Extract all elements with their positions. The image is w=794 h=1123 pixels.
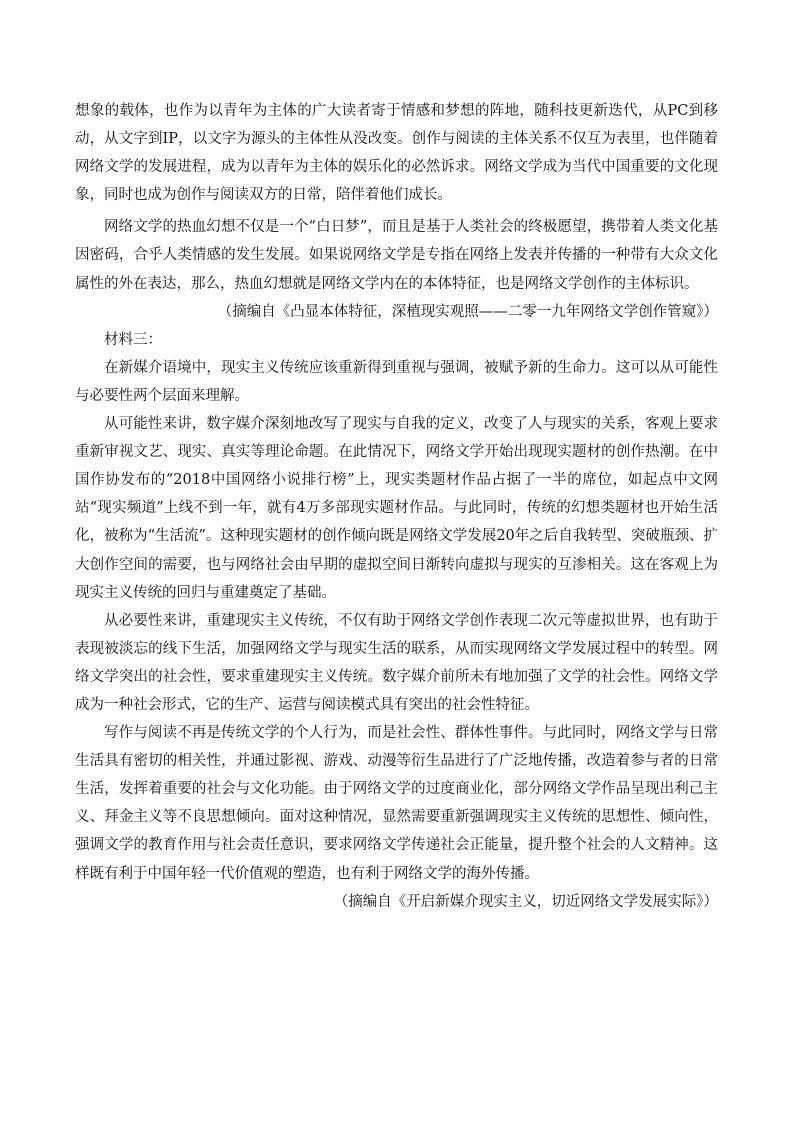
material-3-label: 材料三： — [104, 331, 162, 348]
source-citation-1: （摘编自《凸显本体特征，深植现实观照——二零一九年网络文学创作管窥》） — [217, 303, 718, 320]
source-citation-2: （摘编自《开启新媒介现实主义，切近网络文学发展实际》） — [333, 893, 718, 910]
paragraph-1: 想象的载体，也作为以青年为主体的广大读者寄于情感和梦想的阵地，随科技更新迭代，从PC到移动，从文字到IP，以文字为源头的主体性从没改变。创作与阅读的主体关系不仅互为表里，也伴随着网络文学的发展进程，成为以青年为主体的娱乐化的必然诉求。网络文学成为当代中国重要的文化现象，同时也成为创作与阅读双方的日常，陪伴着他们成长。 — [75, 103, 718, 204]
paragraph-4: 从可能性来讲，数字媒介深刻地改写了现实与自我的定义，改变了人与现实的关系，客观上要求重新审视文艺、现实、真实等理论命题。在此情况下，网络文学开始出现现实题材的创作热潮。在中国作协发布的“2018中国网络小说排行榜”上，现实类题材作品占据了一半的席位，如起点中文网站“现实频道”上线不到一年，就有4万多部现实题材作品。与此同时，传统的幻想类题材也开始生活化，被称为“生活流”。这种现实题材的创作倾向既是网络文学发展20年之后自我转型、突破瓶颈、扩大创作空间的需要，也与网络社会由早期的虚拟空间日渐转向虚拟与现实的互渗相关。这在客观上为现实主义传统的回归与重建奠定了基础。 — [75, 416, 718, 601]
document-page — [75, 97, 718, 916]
paragraph-2: 网络文学的热血幻想不仅是一个“白日梦”，而且是基于人类社会的终极愿望，携带着人类文化基因密码，合乎人类情感的发生发展。如果说网络文学是专指在网络上发表并传播的一种带有大众文化属性的外在表达，那么，热血幻想就是网络文学内在的本体特征，也是网络文学创作的主体标识。 — [75, 219, 718, 292]
paragraph-3: 在新媒介语境中，现实主义传统应该重新得到重视与强调，被赋予新的生命力。这可以从可能性与必要性两个层面来理解。 — [75, 359, 718, 404]
paragraph-5: 从必要性来讲，重建现实主义传统，不仅有助于网络文学创作表现二次元等虚拟世界，也有助于表现被淡忘的线下生活，加强网络文学与现实生活的联系，从而实现网络文学发展过程中的转型。网络文学突出的社会性，要求重建现实主义传统。数字媒介前所未有地加强了文学的社会性。网络文学成为一种社会形式，它的生产、运营与阅读模式具有突出的社会性特征。 — [75, 612, 718, 713]
paragraph-6: 写作与阅读不再是传统文学的个人行为，而是社会性、群体性事件。与此同时，网络文学与日常生活具有密切的相关性，并通过影视、游戏、动漫等衍生品进行了广泛地传播，改造着参与者的日常生活，发挥着重要的社会与文化功能。由于网络文学的过度商业化，部分网络文学作品呈现出利己主义、拜金主义等不良思想倾向。面对这种情况，显然需要重新强调现实主义传统的思想性、倾向性，强调文学的教育作用与社会责任意识，要求网络文学传递社会正能量，提升整个社会的人文精神。这样既有利于中国年轻一代价值观的塑造，也有利于网络文学的海外传播。 — [75, 725, 718, 882]
